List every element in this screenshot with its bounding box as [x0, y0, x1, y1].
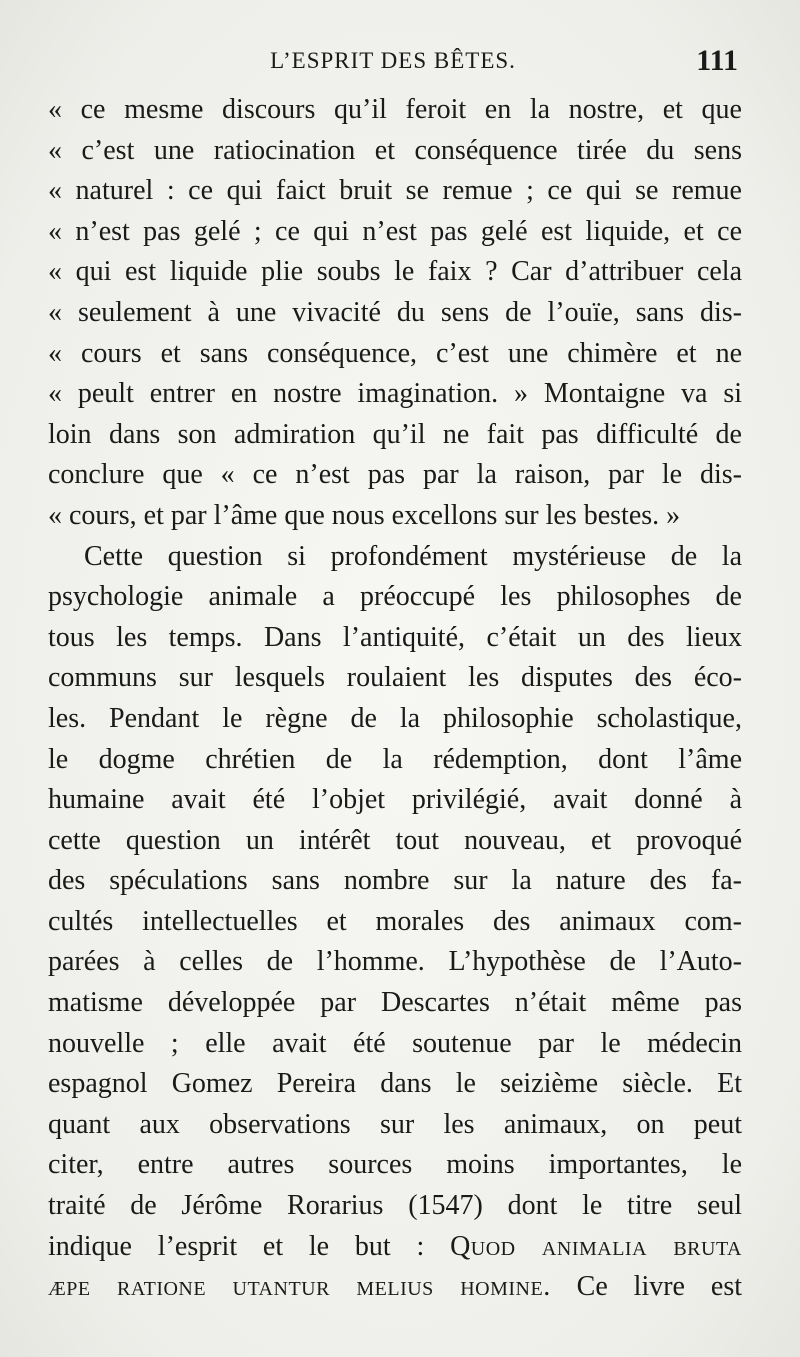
text-line: « ce mesme discours qu’il feroit en la nostre, et que [48, 94, 742, 125]
page-body [48, 90, 742, 1308]
text-line: cette question un intérêt tout nouveau, et provoqué [48, 824, 742, 856]
text-line: « c’est une ratiocination et conséquence tirée du sens [48, 134, 742, 166]
book-title-part: Quod animalia bruta [450, 1230, 743, 1262]
text-line: traité de Jérôme Rorarius (1547) dont le titre seul [48, 1190, 742, 1222]
page-header [48, 44, 738, 84]
text-line: les. Pendant le règne de la philosophie scholastique, [48, 702, 742, 734]
text-line: communs sur lesquels roulaient les disputes des éco- [48, 662, 742, 694]
text-line: humaine avait été l’objet privilégié, avait donné à [48, 784, 742, 816]
text-line: « qui est liquide plie soubs le faix ? Car d’attribuer cela [48, 256, 742, 288]
text-line: le dogme chrétien de la rédemption, dont l’âme [48, 743, 742, 775]
text-line: matisme développée par Descartes n’était même pas [48, 987, 742, 1019]
paragraph-first-line: Cette question si profondément mystérieuse de la [84, 540, 742, 572]
text-line: psychologie animale a préoccupé les philosophes de [48, 581, 742, 613]
text-line: citer, entre autres sources moins importantes, le [48, 1149, 742, 1181]
text-line: « naturel : ce qui faict bruit se remue ; ce qui se remue [48, 175, 742, 207]
text-line: des spéculations sans nombre sur la nature des fa- [48, 865, 742, 897]
text-line: tous les temps. Dans l’antiquité, c’était un des lieux [48, 621, 742, 653]
text-line: nouvelle ; elle avait été soutenue par le médecin [48, 1027, 742, 1059]
text-line: parées à celles de l’homme. L’hypothèse de l’Auto- [48, 946, 742, 978]
text-line: conclure que « ce n’est pas par la raison, par le dis- [48, 459, 742, 491]
text-line: « cours, et par l’âme que nous excellons sur les bestes. » [48, 499, 681, 531]
running-head: L’ESPRIT DES BÊTES. [270, 48, 516, 73]
text-line: loin dans son admiration qu’il ne fait pas difficulté de [48, 418, 742, 450]
text-line-with-title [48, 1227, 742, 1268]
text-line: quant aux observations sur les animaux, on peut [48, 1108, 742, 1140]
text-line: « peult entrer en nostre imagination. » Montaigne va si [48, 378, 742, 410]
text-line: espagnol Gomez Pereira dans le seizième siècle. Et [48, 1068, 742, 1100]
text-line-with-title [48, 1267, 742, 1308]
text-line: « n’est pas gelé ; ce qui n’est pas gelé est liquide, et ce [48, 215, 742, 247]
line-text: Ce livre est [576, 1271, 742, 1303]
line-text: indique l’esprit et le but : [48, 1230, 425, 1262]
text-line: « cours et sans conséquence, c’est une chimère et ne [48, 337, 742, 369]
text-line: cultés intellectuelles et morales des animaux com- [48, 905, 742, 937]
page-number: 111 [696, 44, 738, 77]
book-title-part: æpe ratione utantur melius homine. [48, 1271, 551, 1303]
text-line: « seulement à une vivacité du sens de l’ouïe, sans dis- [48, 296, 742, 328]
